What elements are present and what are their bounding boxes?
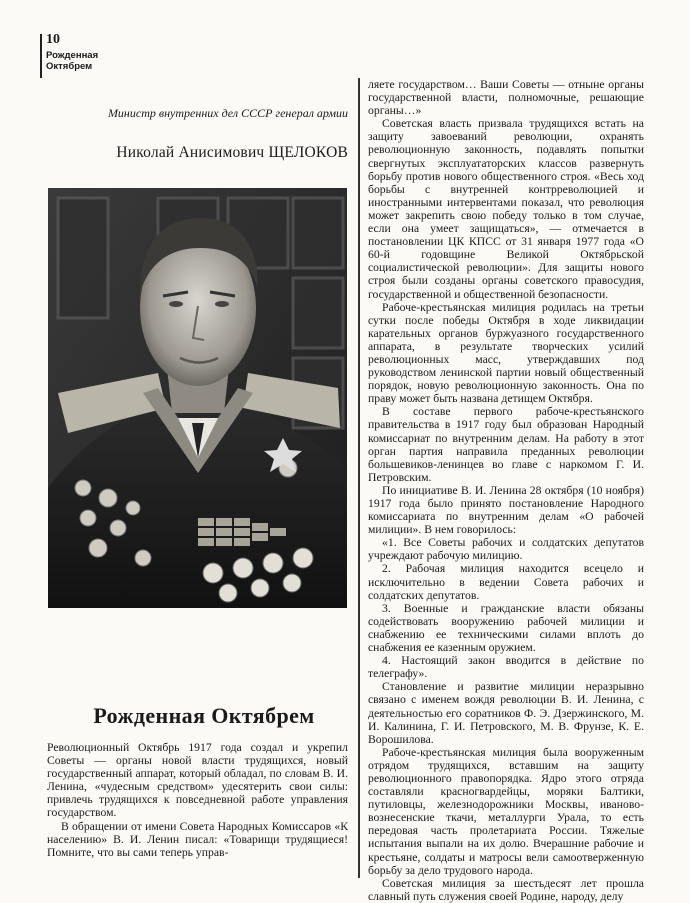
portrait-caption-name: Николай Анисимович ЩЕЛОКОВ xyxy=(116,144,348,161)
portrait-photo xyxy=(48,188,347,608)
right-paragraph-8: 3. Военные и гражданские власти обязаны содействовать вооружению рабочей милиции и снабжению ее техническими силами вплоть до снабжения ее казенным оружием. xyxy=(368,601,644,655)
right-paragraph-11: Рабоче-крестьянская милиция была вооруженным отрядом трудящихся, вставшим на защиту революционного правопорядка. Ядро этого отряда составляли красногвардейцы, моряки Балтики, путиловцы, железнодорожники Москвы, иваново-вознесенские ткачи, металлурги Урала, то есть передовая часть пролетариата России. Тяжелые испытания выпали на их долю. Вчерашние рабочие и крестьяне, солдаты и матросы вели самоотверженную борьбу за дело трудового народа. xyxy=(368,745,644,877)
left-paragraph-1: Революционный Октябрь 1917 года создал и укрепил Советы — органы новой власти трудящихся, новый государственный аппарат, который обладал, по словам В. И. Ленина, «чудесным средством» удесятерить свои силы: привлечь трудящихся к повседневной работе управления государством. xyxy=(47,741,348,820)
header-rule xyxy=(40,34,42,78)
portrait-caption-role: Министр внутренних дел СССР генерал армии xyxy=(107,106,348,120)
column-divider xyxy=(358,78,360,878)
right-paragraph-3: Рабоче-крестьянская милиция родилась на третьи сутки после победы Октября в ходе ликвидации карательных органов буржуазного государственного аппарата, в результате творческих усилий революционных масс, утверждавших под руководством ленинской партии новый общественный порядок, новую революционную законность. Она по праву может быть названа детищем Октября. xyxy=(368,300,644,406)
right-paragraph-6: «1. Все Советы рабочих и солдатских депутатов учреждают рабочую милицию. xyxy=(368,536,644,563)
page-number: 10 xyxy=(46,32,60,47)
article-left-column xyxy=(47,741,348,859)
right-paragraph-1: ляете государством… Ваши Советы — отныне органы государственной власти, полномочные, решающие органы…» xyxy=(368,78,644,118)
portrait-illustration xyxy=(48,188,347,608)
left-paragraph-2: В обращении от имени Совета Народных Комиссаров «К населению» В. И. Ленин писал: «Товарищи трудящиеся! Помните, что вы сами теперь управ- xyxy=(47,819,348,859)
right-paragraph-4: В составе первого рабоче-крестьянского правительства в 1917 году был образован Народный комиссариат по внутренним делам. На работу в этот орган партия направила преданных революции большевиков-ленинцев во главе с наркомом Г. И. Петровским. xyxy=(368,405,644,484)
article-right-column xyxy=(368,78,644,903)
article-headline: Рожденная Октябрем xyxy=(93,703,315,728)
right-paragraph-2: Советская власть призвала трудящихся встать на защиту завоеваний революции, охранять революционную законность, подавлять попытки свергнутых эксплуататорских классов развернуть борьбу против нового общественного строя. «Весь ход борьбы с внутренней контрреволюцией и иностранными интервентами показал, что революция может закрепить свою победу только в том случае, если она умеет защищаться», — отмечается в постановлении ЦК КПСС от 31 января 1977 года «О 60-й годовщине Великой Октябрьской социалистической революции». Для защиты нового строя были созданы органы советского правосудия, государственной и общественной безопасности. xyxy=(368,117,644,301)
right-paragraph-7: 2. Рабочая милиция находится всецело и исключительно в ведении Совета рабочих и солдатских депутатов. xyxy=(368,562,644,602)
section-title: Рожденная Октябрем xyxy=(46,50,99,72)
right-paragraph-9: 4. Настоящий закон вводится в действие по телеграфу». xyxy=(368,654,644,681)
right-paragraph-12: Советская милиция за шестьдесят лет прошла славный путь служения своей Родине, народу, делу xyxy=(368,876,644,903)
right-paragraph-5: По инициативе В. И. Ленина 28 октября (10 ноября) 1917 года было принято постановление Народного комиссариата по внутренним делам «О рабочей милиции». В нем говорилось: xyxy=(368,483,644,537)
right-paragraph-10: Становление и развитие милиции неразрывно связано с именем вождя революции В. И. Ленина, с деятельностью его соратников Ф. Э. Дзержинского, М. И. Калинина, Г. И. Петровского, М. В. Фрунзе, К. Е. Ворошилова. xyxy=(368,680,644,746)
